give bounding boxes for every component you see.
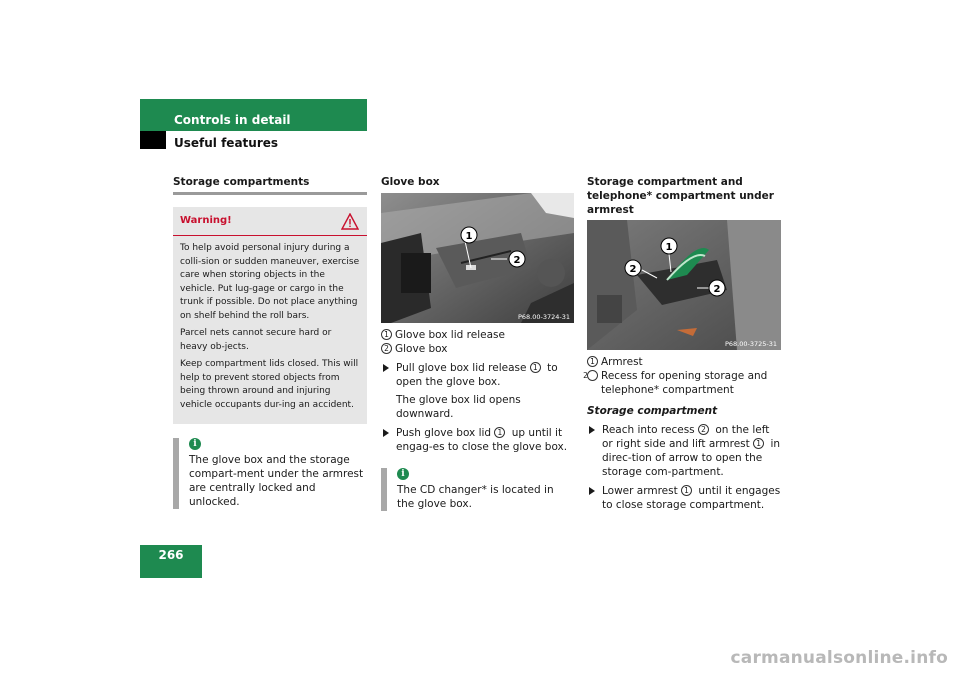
step-close-glove-box: Push glove box lid 1 up until it engag-es to close the glove box. (381, 426, 574, 454)
heading-storage-compartments: Storage compartments (173, 176, 310, 188)
warning-title: Warning! (180, 215, 232, 226)
step-open-storage: Reach into recess 2 on the left or right side and lift armrest 1 in direc-tion of arrow to open the storage com-partment. (587, 423, 781, 479)
page-number: 266 (158, 548, 184, 562)
warning-divider (173, 235, 367, 236)
glove-box-illustration (381, 193, 574, 323)
heading-armrest-compartment: Storage compartment and telephone* compartment under armrest (587, 176, 774, 216)
info-bar (381, 468, 387, 511)
legend-item-2: 2 Recess for opening storage and telephone* compartment (583, 370, 768, 396)
watermark: carmanualsonline.info (730, 648, 948, 668)
legend-item-1: 1 Armrest (587, 355, 781, 369)
armrest-illustration (587, 220, 781, 350)
legend (381, 328, 574, 356)
legend (583, 355, 781, 397)
warning-text-3: Keep compartment lids closed. This will help to prevent stored objects from being thrown around and injuring vehicle occupants dur-ing an accident. (180, 359, 359, 410)
section-title: Controls in detail (174, 113, 291, 127)
info-note-cd-changer (381, 468, 574, 511)
subheading-storage-compartment: Storage compartment (587, 405, 718, 417)
armrest-photo (587, 220, 781, 350)
callout-2-right: 2 (713, 284, 721, 295)
info-icon: i (397, 468, 409, 480)
photo-code: P68.00-3725-31 (724, 340, 777, 348)
warning-text-2: Parcel nets cannot secure hard or heavy ob-jects. (180, 328, 332, 352)
callout-2-left: 2 (629, 264, 637, 275)
info-text: The glove box and the storage compart-ment under the armrest are centrally locked and unlocked. (189, 454, 364, 508)
column-armrest-compartment (583, 175, 781, 512)
step-close-storage: Lower armrest 1 until it engages to close storage compartment. (587, 484, 781, 512)
header-marker (140, 131, 166, 149)
callout-2: 2 (513, 255, 521, 266)
glove-box-photo (381, 193, 574, 323)
info-note-central-locking (173, 438, 367, 509)
info-icon: i (189, 438, 201, 450)
section-subtitle: Useful features (174, 136, 279, 150)
note-lid-opens: The glove box lid opens downward. (396, 394, 521, 420)
callout-1: 1 (665, 242, 673, 253)
column-glove-box (381, 175, 574, 511)
legend-item-1: 1 Glove box lid release (381, 328, 574, 342)
heading-glove-box: Glove box (381, 176, 440, 188)
photo-code: P68.00-3724-31 (517, 313, 570, 321)
warning-text-1: To help avoid personal injury during a colli-sion or sudden maneuver, exercise care when storing objects in the vehicle. Put lug-gage or cargo in the trunk if possible. Do not place anything on shelf behind the roll bars. (180, 243, 360, 321)
warning-box (173, 207, 367, 424)
step-open-glove-box: Pull glove box lid release 1 to open the glove box. (381, 361, 574, 389)
heading-rule (173, 192, 367, 195)
legend-item-2: 2 Glove box (381, 342, 574, 356)
callout-1: 1 (465, 231, 473, 242)
info-bar (173, 438, 179, 509)
warning-triangle-icon (341, 213, 359, 230)
info-text: The CD changer* is located in the glove box. (397, 484, 554, 510)
column-storage-compartments (173, 175, 367, 509)
